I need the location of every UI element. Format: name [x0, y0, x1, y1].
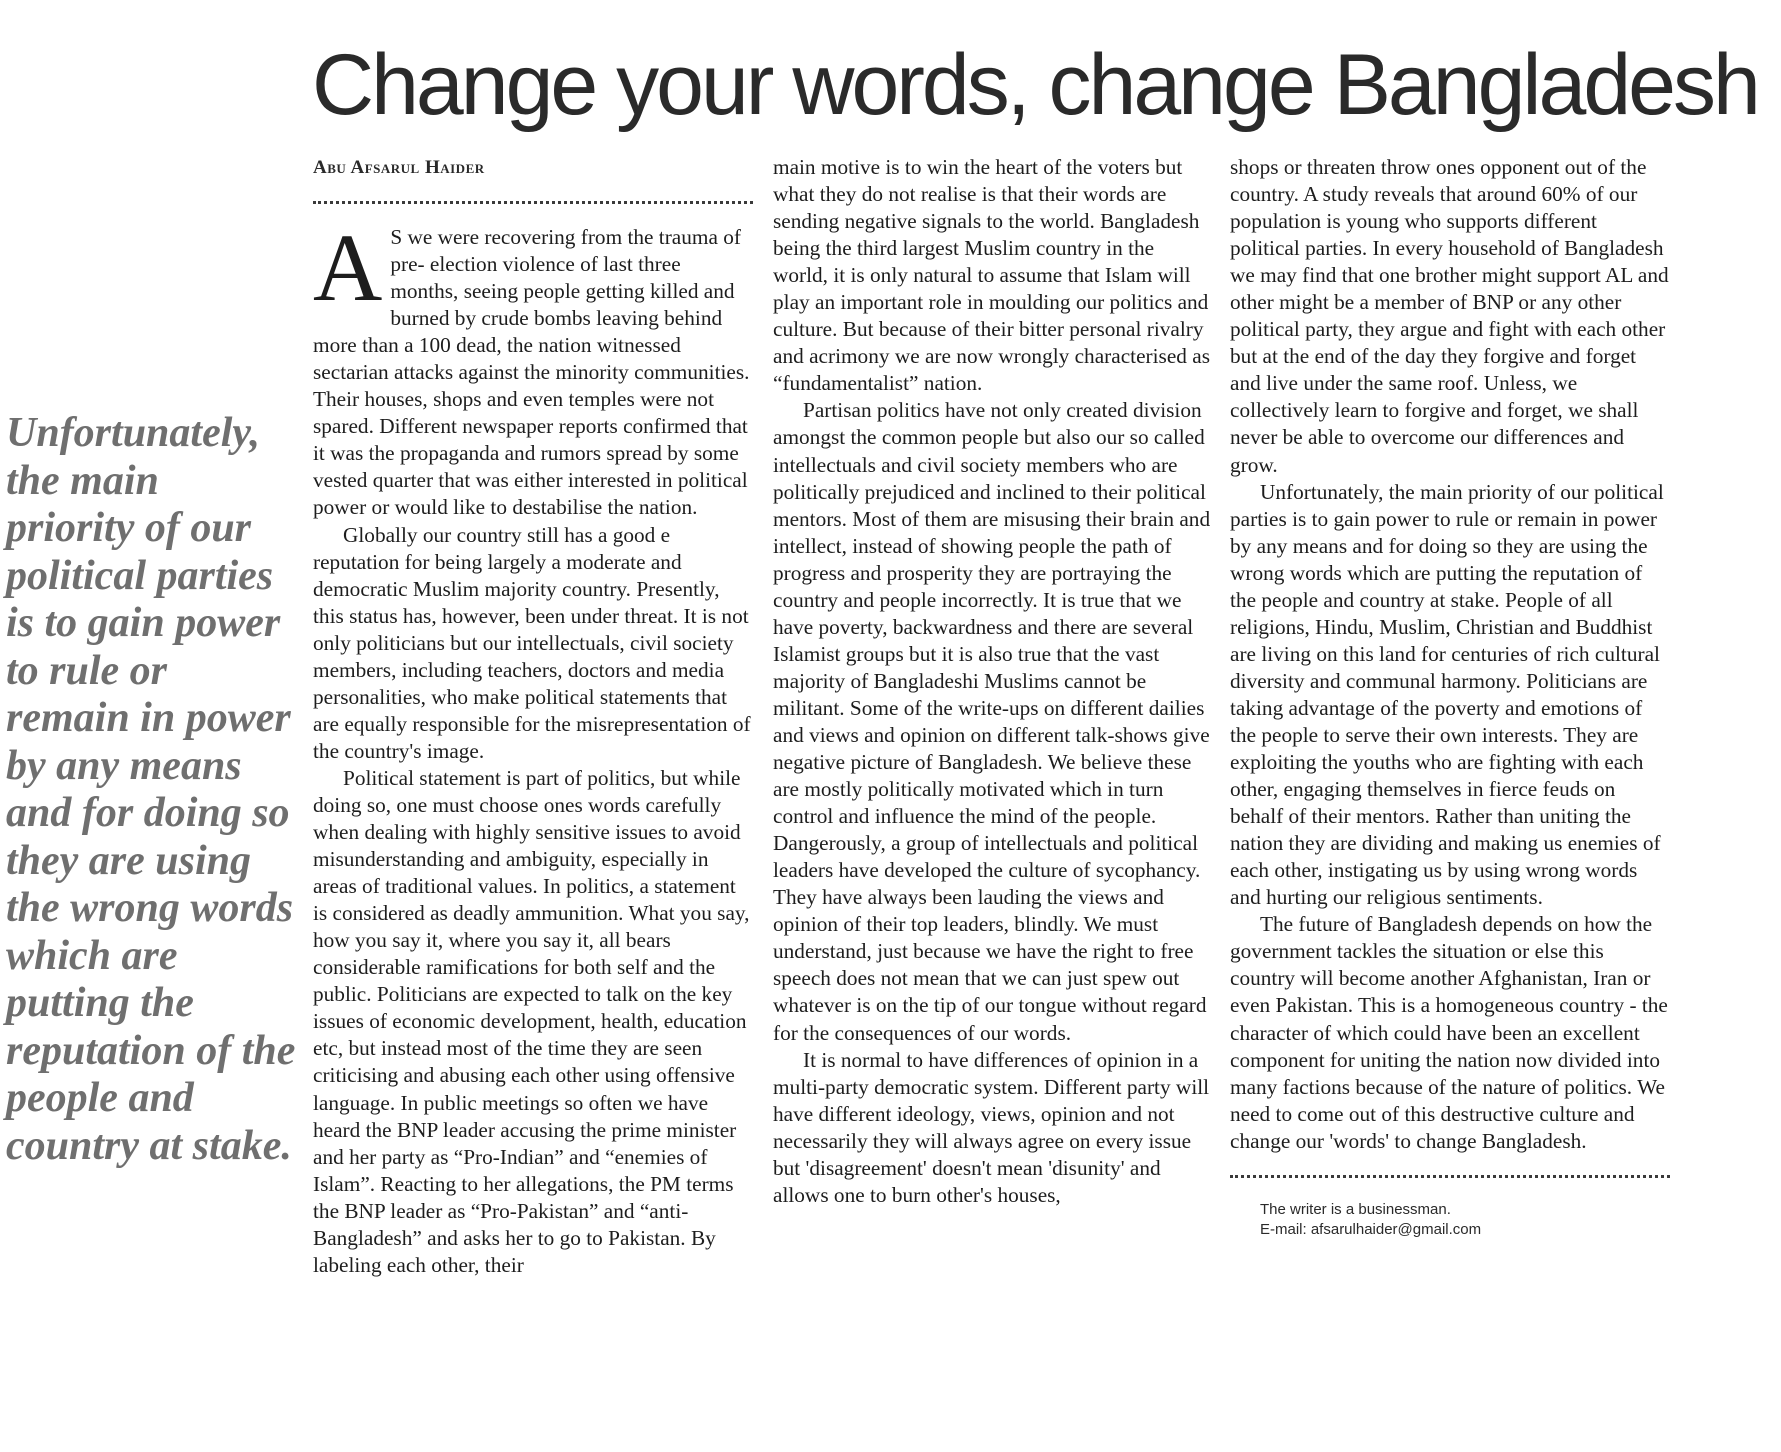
writer-email: E-mail: afsarulhaider@gmail.com — [1260, 1220, 1482, 1238]
writer-note: The writer is a businessman. — [1260, 1200, 1451, 1218]
paragraph-6: Unfortunately, the main priority of our political parties is to gain power to rule or remain in power by any means and for doing so they are using the wrong words which are putting the reputation of the people and country at stake. People of all religions, Hindu, Muslim, Christian and Buddhist are living on this land for centuries of rich cultural diversity and communal harmony. Politicians are taking advantage of the poverty and emotions of the people to serve their own interests. They are exploiting the youths who are fighting with each other, engaging themselves in fierce feuds on behalf of their mentors. Rather than uniting the nation they are dividing and making us enemies of each other, instigating us by using wrong words and hurting our religious sentiments. — [1230, 479, 1664, 910]
article-column-3 — [1230, 154, 1670, 1240]
headline: Change your words, change Bangladesh — [312, 37, 1758, 133]
paragraph-1: S we were recovering from the trauma of pre- election violence of last three months, seeing people getting killed and burned by crude bombs leaving behind more than a 100 dead, the nation witnessed sectarian attacks against the minority communities. Their houses, shops and even temples were not spared. Different newspaper reports confirmed that it was the propaganda and rumors spread by some vested quarter that was either interested in political power or would like to destabilise the nation. — [313, 225, 750, 520]
paragraph-2: Globally our country still has a good e reputation for being largely a moderate and democratic Muslim majority country. Presently, this status has, however, been under threat. It is not only politicians but our intellectuals, civil society members, including teachers, doctors and media personalities, who make political statements that are equally responsible for the misrepresentation of the country's image. — [313, 522, 751, 763]
byline: Abu Afsarul Haider — [313, 157, 485, 178]
pull-quote: Unfortunately, the main priority of our political parties is to gain power to rule or remain in power by any means and for doing so they are using the wrong words which are putting the reputation of the people and country at stake. — [6, 410, 296, 1169]
drop-cap: A — [313, 214, 383, 321]
footer-divider — [1230, 1175, 1670, 1178]
byline-divider — [313, 201, 753, 204]
article-column-2 — [773, 154, 1213, 1209]
paragraph-3-part-1: Political statement is part of politics, but while doing so, one must choose ones words carefully when dealing with highly sensitive issues to avoid misunderstanding and ambiguity, especially in areas of traditional values. In politics, a statement is considered as deadly ammunition. What you say, how you say it, where you say it, all bears considerable ramifications for both self and the public. Politicians are expected to talk on the key issues of economic development, health, education etc, but instead most of the time they are seen criticising and abusing each other using offensive language. In public meetings so often we have heard the BNP leader accusing the prime minister and her party as “Pro-Indian” and “enemies of Islam”. Reacting to her allegations, the PM terms the BNP leader as “Pro-Pakistan” and “anti-Bangladesh” and asks her to go to Pakistan. By labeling each other, their — [313, 765, 750, 1277]
article-column-1 — [313, 154, 753, 1279]
paragraph-5-part-1: It is normal to have differences of opinion in a multi-party democratic system. Different party will have different ideology, views, opinion and not necessarily they will always agree on every issue but 'disagreement' doesn't mean 'disunity' and allows one to burn other's houses, — [773, 1047, 1210, 1207]
paragraph-7: The future of Bangladesh depends on how the government tackles the situation or else this country will become another Afghanistan, Iran or even Pakistan. This is a homogeneous country - the character of which could have been an excellent component for uniting the nation now divided into many factions because of the nature of politics. We need to come out of this destructive culture and change our 'words' to change Bangladesh. — [1230, 912, 1668, 1153]
paragraph-3-part-2: main motive is to win the heart of the voters but what they do not realise is that their words are sending negative signals to the world. Bangladesh being the third largest Muslim country in the world, it is only natural to assume that Islam will play an important role in moulding our politics and culture. But because of their bitter personal rivalry and acrimony we are now wrongly characterised as “fundamentalist” nation. — [773, 155, 1210, 396]
paragraph-4: Partisan politics have not only created division amongst the common people but also our so called intellectuals and civil society members who are politically prejudiced and inclined to their political mentors. Most of them are misusing their brain and intellect, instead of showing people the path of progress and prosperity they are portraying the country and people incorrectly. It is true that we have poverty, backwardness and there are several Islamist groups but it is also true that the vast majority of Bangladeshi Muslims cannot be militant. Some of the write-ups on different dailies and views and opinion on different talk-shows give negative picture of Bangladesh. We believe these are mostly politically motivated which in turn control and influence the mind of the people. Dangerously, a group of intellectuals and political leaders have developed the culture of sycophancy. They have always been lauding the views and opinion of their top leaders, blindly. We must understand, just because we have the right to free speech does not mean that we can just spew out whatever is on the tip of our tongue without regard for the consequences of our words. — [773, 398, 1211, 1045]
paragraph-5-part-2: shops or threaten throw ones opponent out of the country. A study reveals that around 60% of our population is young who supports different political parties. In every household of Bangladesh we may find that one brother might support AL and other might be a member of BNP or any other political party, they argue and fight with each other but at the end of the day they forgive and forget and live under the same roof. Unless, we collectively learn to forgive and forget, we shall never be able to overcome our differences and grow. — [1230, 155, 1669, 477]
